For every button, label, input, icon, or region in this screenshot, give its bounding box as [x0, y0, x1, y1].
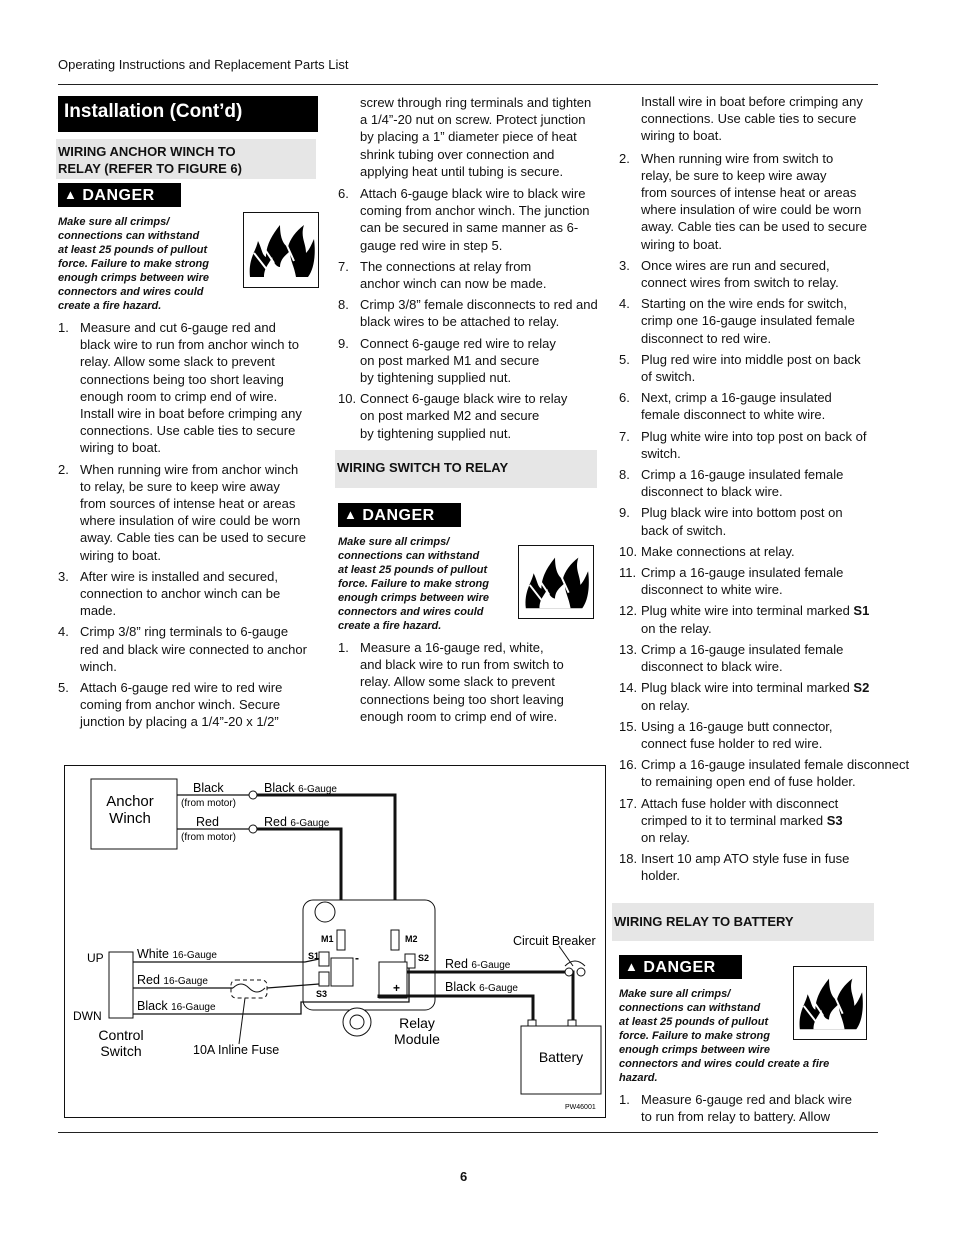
col2-steps-2	[338, 639, 610, 729]
red-16g-label: Red 16-Gauge	[137, 973, 208, 987]
s3-label: S3	[316, 989, 328, 999]
black-16g-label: Black 16-Gauge	[137, 999, 216, 1013]
fuse-element	[233, 984, 265, 992]
list-item: 2. When running wire from anchor winch to relay, be sure to keep wire away from sources of intense heat or areas where insulation of wire could be worn away. Cable ties can be used to secure wiring to boat.	[58, 461, 306, 563]
circuit-breaker-arc	[565, 961, 585, 966]
white-16g-label: White 16-Gauge	[137, 947, 217, 961]
list-item: 6. Next, crimp a 16-gauge insulated female disconnect to white wire.	[619, 390, 832, 423]
subhead-switch-to-relay: WIRING SWITCH TO RELAY	[335, 450, 597, 488]
positive-symbol: +	[393, 981, 401, 995]
subhead-relay-to-battery: WIRING RELAY TO BATTERY	[612, 903, 874, 941]
relay-post-left	[331, 958, 353, 986]
list-item: 5. Attach 6-gauge red wire to red wire coming from anchor winch. Secure junction by placing a 1/4”-20 x 1/2”	[58, 680, 283, 730]
list-item: 9. Connect 6-gauge red wire to relay on post marked M1 and secure by tightening supplied nut.	[338, 335, 556, 386]
list-item: 7. The connections at relay from anchor winch can now be made.	[338, 258, 547, 292]
subhead-anchor-winch: WIRING ANCHOR WINCH TO RELAY (REFER TO FIGURE 6)	[56, 139, 316, 179]
list-item: 3. Once wires are run and secured, connect wires from switch to relay.	[619, 257, 839, 291]
list-item: 1. Measure and cut 6-gauge red and black wire to run from anchor winch to relay. Allow some slack to prevent connections being too short leaving enough room to crimp end of wire. Install wire in boat before crimping any connections. Use cable ties to secure wiring to boat.	[58, 320, 302, 456]
switch-up-label: UP	[87, 951, 104, 965]
circuit-breaker-node	[565, 968, 573, 976]
circuit-breaker-label: Circuit Breaker	[513, 934, 596, 948]
battery-terminal	[528, 1020, 536, 1026]
list-item: 5. Plug red wire into middle post on back of switch.	[619, 351, 861, 385]
list-item: 8. Crimp 3/8” female disconnects to red and black wires to be attached to relay.	[338, 297, 598, 330]
red-6g-battery-label: Red 6-Gauge	[445, 957, 511, 971]
battery-label: Battery	[538, 1049, 584, 1065]
m1-post	[337, 930, 345, 950]
danger-label-3: ▲ DANGER	[619, 955, 742, 979]
list-item: 3. After wire is installed and secured, connection to anchor winch can be made.	[58, 568, 281, 619]
list-item: 18. Insert 10 amp ATO style fuse in fuse holder.	[619, 851, 850, 884]
red-6g-label: Red 6-Gauge	[264, 815, 330, 829]
list-item: 1. Measure 6-gauge red and black wire to run from relay to battery. Allow	[619, 1092, 853, 1125]
danger-label-2: ▲ DANGER	[338, 503, 461, 527]
s3-terminal	[319, 972, 329, 986]
inline-fuse	[231, 980, 267, 998]
from-motor-label: (from motor)	[181, 832, 236, 843]
col3-steps	[619, 93, 929, 889]
warning-triangle-icon: ▲	[344, 507, 358, 522]
warning-text-1: Make sure all crimps/ connections can withstand at least 25 pounds of pullout force. Failure to make strong enough crimps between wire connectors and wires could create a fire hazard.	[58, 216, 209, 312]
black-label: Black	[193, 781, 224, 795]
relay-module-label: Relay	[399, 1015, 435, 1031]
control-switch-label: Switch	[100, 1043, 142, 1059]
relay-mount-hole-inner	[350, 1015, 364, 1029]
from-motor-label: (from motor)	[181, 798, 236, 809]
header-rule	[58, 84, 878, 85]
warning-triangle-icon: ▲	[625, 959, 639, 974]
s1-terminal	[319, 952, 329, 966]
s2-label: S2	[418, 953, 430, 963]
red-label: Red	[196, 815, 219, 829]
page-number: 6	[460, 1169, 468, 1184]
list-item: 9. Plug black wire into bottom post on back of switch.	[619, 505, 843, 538]
control-switch-body	[109, 952, 133, 1018]
list-item: 15. Using a 16-gauge butt connector, connect fuse holder to red wire.	[619, 718, 833, 751]
col1-steps	[58, 319, 326, 735]
fire-hazard-icon	[793, 966, 867, 1040]
list-item: 2. When running wire from switch to relay, be sure to keep wire away from sources of intense heat or areas where insulation of wire could be worn away. Cable ties can be used to secure wiring to boat.	[619, 150, 867, 252]
fuse-pointer	[239, 998, 245, 1044]
list-item: 8. Crimp a 16-gauge insulated female disconnect to black wire.	[619, 467, 844, 500]
black-6g-battery-label: Black 6-Gauge	[445, 980, 518, 994]
list-item: 12. Plug white wire into terminal marked S1 on the relay.	[619, 603, 870, 636]
list-item: 13. Crimp a 16-gauge insulated female disconnect to black wire.	[619, 641, 844, 675]
col3-steps-2	[619, 1091, 889, 1129]
list-item: 16. Crimp a 16-gauge insulated female disconnect to remaining open end of fuse holder.	[619, 757, 910, 790]
circuit-breaker-pointer	[559, 946, 573, 966]
list-item: 14. Plug black wire into terminal marked S2 on relay.	[619, 680, 870, 713]
battery-terminal	[568, 1020, 576, 1026]
col2-steps	[338, 94, 610, 446]
footer-rule	[58, 1132, 878, 1133]
continued-text: screw through ring terminals and tighten a 1/4”-20 nut on screw. Protect junction by placing a 1” diameter piece of heat shrink tubing over connection and applying heat until tubing is secure.	[360, 95, 592, 179]
control-switch-label: Control	[98, 1027, 144, 1043]
continued-text: Install wire in boat before crimping any connections. Use cable ties to secure wiring to boat.	[641, 94, 863, 144]
anchor-winch-label: Anchor	[106, 793, 154, 810]
m2-post	[391, 930, 399, 950]
black-6g-label: Black 6-Gauge	[264, 781, 337, 795]
danger-label-1: ▲ DANGER	[58, 183, 181, 207]
fire-hazard-icon	[518, 545, 594, 619]
warning-triangle-icon: ▲	[64, 187, 78, 202]
relay-module-label: Module	[394, 1031, 440, 1047]
red-junction	[249, 825, 257, 833]
anchor-winch-label: Winch	[109, 810, 151, 827]
switch-dwn-label: DWN	[73, 1009, 102, 1023]
list-item: 4. Starting on the wire ends for switch, crimp one 16-gauge insulated female disconnect to red wire.	[619, 296, 855, 346]
list-item: 7. Plug white wire into top post on back of switch.	[619, 428, 867, 461]
inline-fuse-label: 10A Inline Fuse	[193, 1043, 280, 1057]
relay-mount-hole	[315, 902, 335, 922]
wiring-diagram-svg	[65, 766, 605, 1117]
list-item: 1. Measure a 16-gauge red, white, and black wire to run from switch to relay. Allow some slack to prevent connections being too short leaving enough room to crimp end of wire.	[338, 640, 564, 724]
wiring-diagram	[64, 765, 606, 1118]
list-item: 10. Connect 6-gauge black wire to relay on post marked M2 and secure by tightening supplied nut.	[338, 391, 568, 441]
negative-symbol: -	[355, 951, 359, 965]
circuit-breaker-node	[577, 968, 585, 976]
warning-text-2: Make sure all crimps/ connections can withstand at least 25 pounds of pullout force. Failure to make strong enough crimps between wire connectors and wires could create a fire hazard.	[338, 536, 489, 632]
list-item: 10. Make connections at relay.	[619, 543, 795, 559]
black-junction	[249, 791, 257, 799]
section-title: Installation (Cont’d)	[58, 96, 318, 132]
list-item: 17. Attach fuse holder with disconnect crimped to it to terminal marked S3 on relay.	[619, 795, 843, 845]
list-item: 11. Crimp a 16-gauge insulated female disconnect to white wire.	[619, 565, 844, 598]
fire-hazard-icon	[243, 212, 319, 288]
m2-label: M2	[405, 934, 418, 944]
list-item: 6. Attach 6-gauge black wire to black wire coming from anchor winch. The junction can be secured in same manner as 6- gauge red wire in step 5.	[338, 186, 590, 253]
figure-id: PW46001	[565, 1104, 596, 1111]
s1-label: S1	[308, 951, 320, 961]
m1-label: M1	[321, 934, 334, 944]
warning-text-3: Make sure all crimps/ connections can withstand at least 25 pounds of pullout force. Failure to make strong enough crimps between wire connectors and wires could create a fire hazard.	[619, 988, 830, 1084]
list-item: 4. Crimp 3/8” ring terminals to 6-gauge red and black wire connected to anchor winch.	[58, 624, 307, 674]
page-header: Operating Instructions and Replacement Parts List	[58, 57, 349, 72]
